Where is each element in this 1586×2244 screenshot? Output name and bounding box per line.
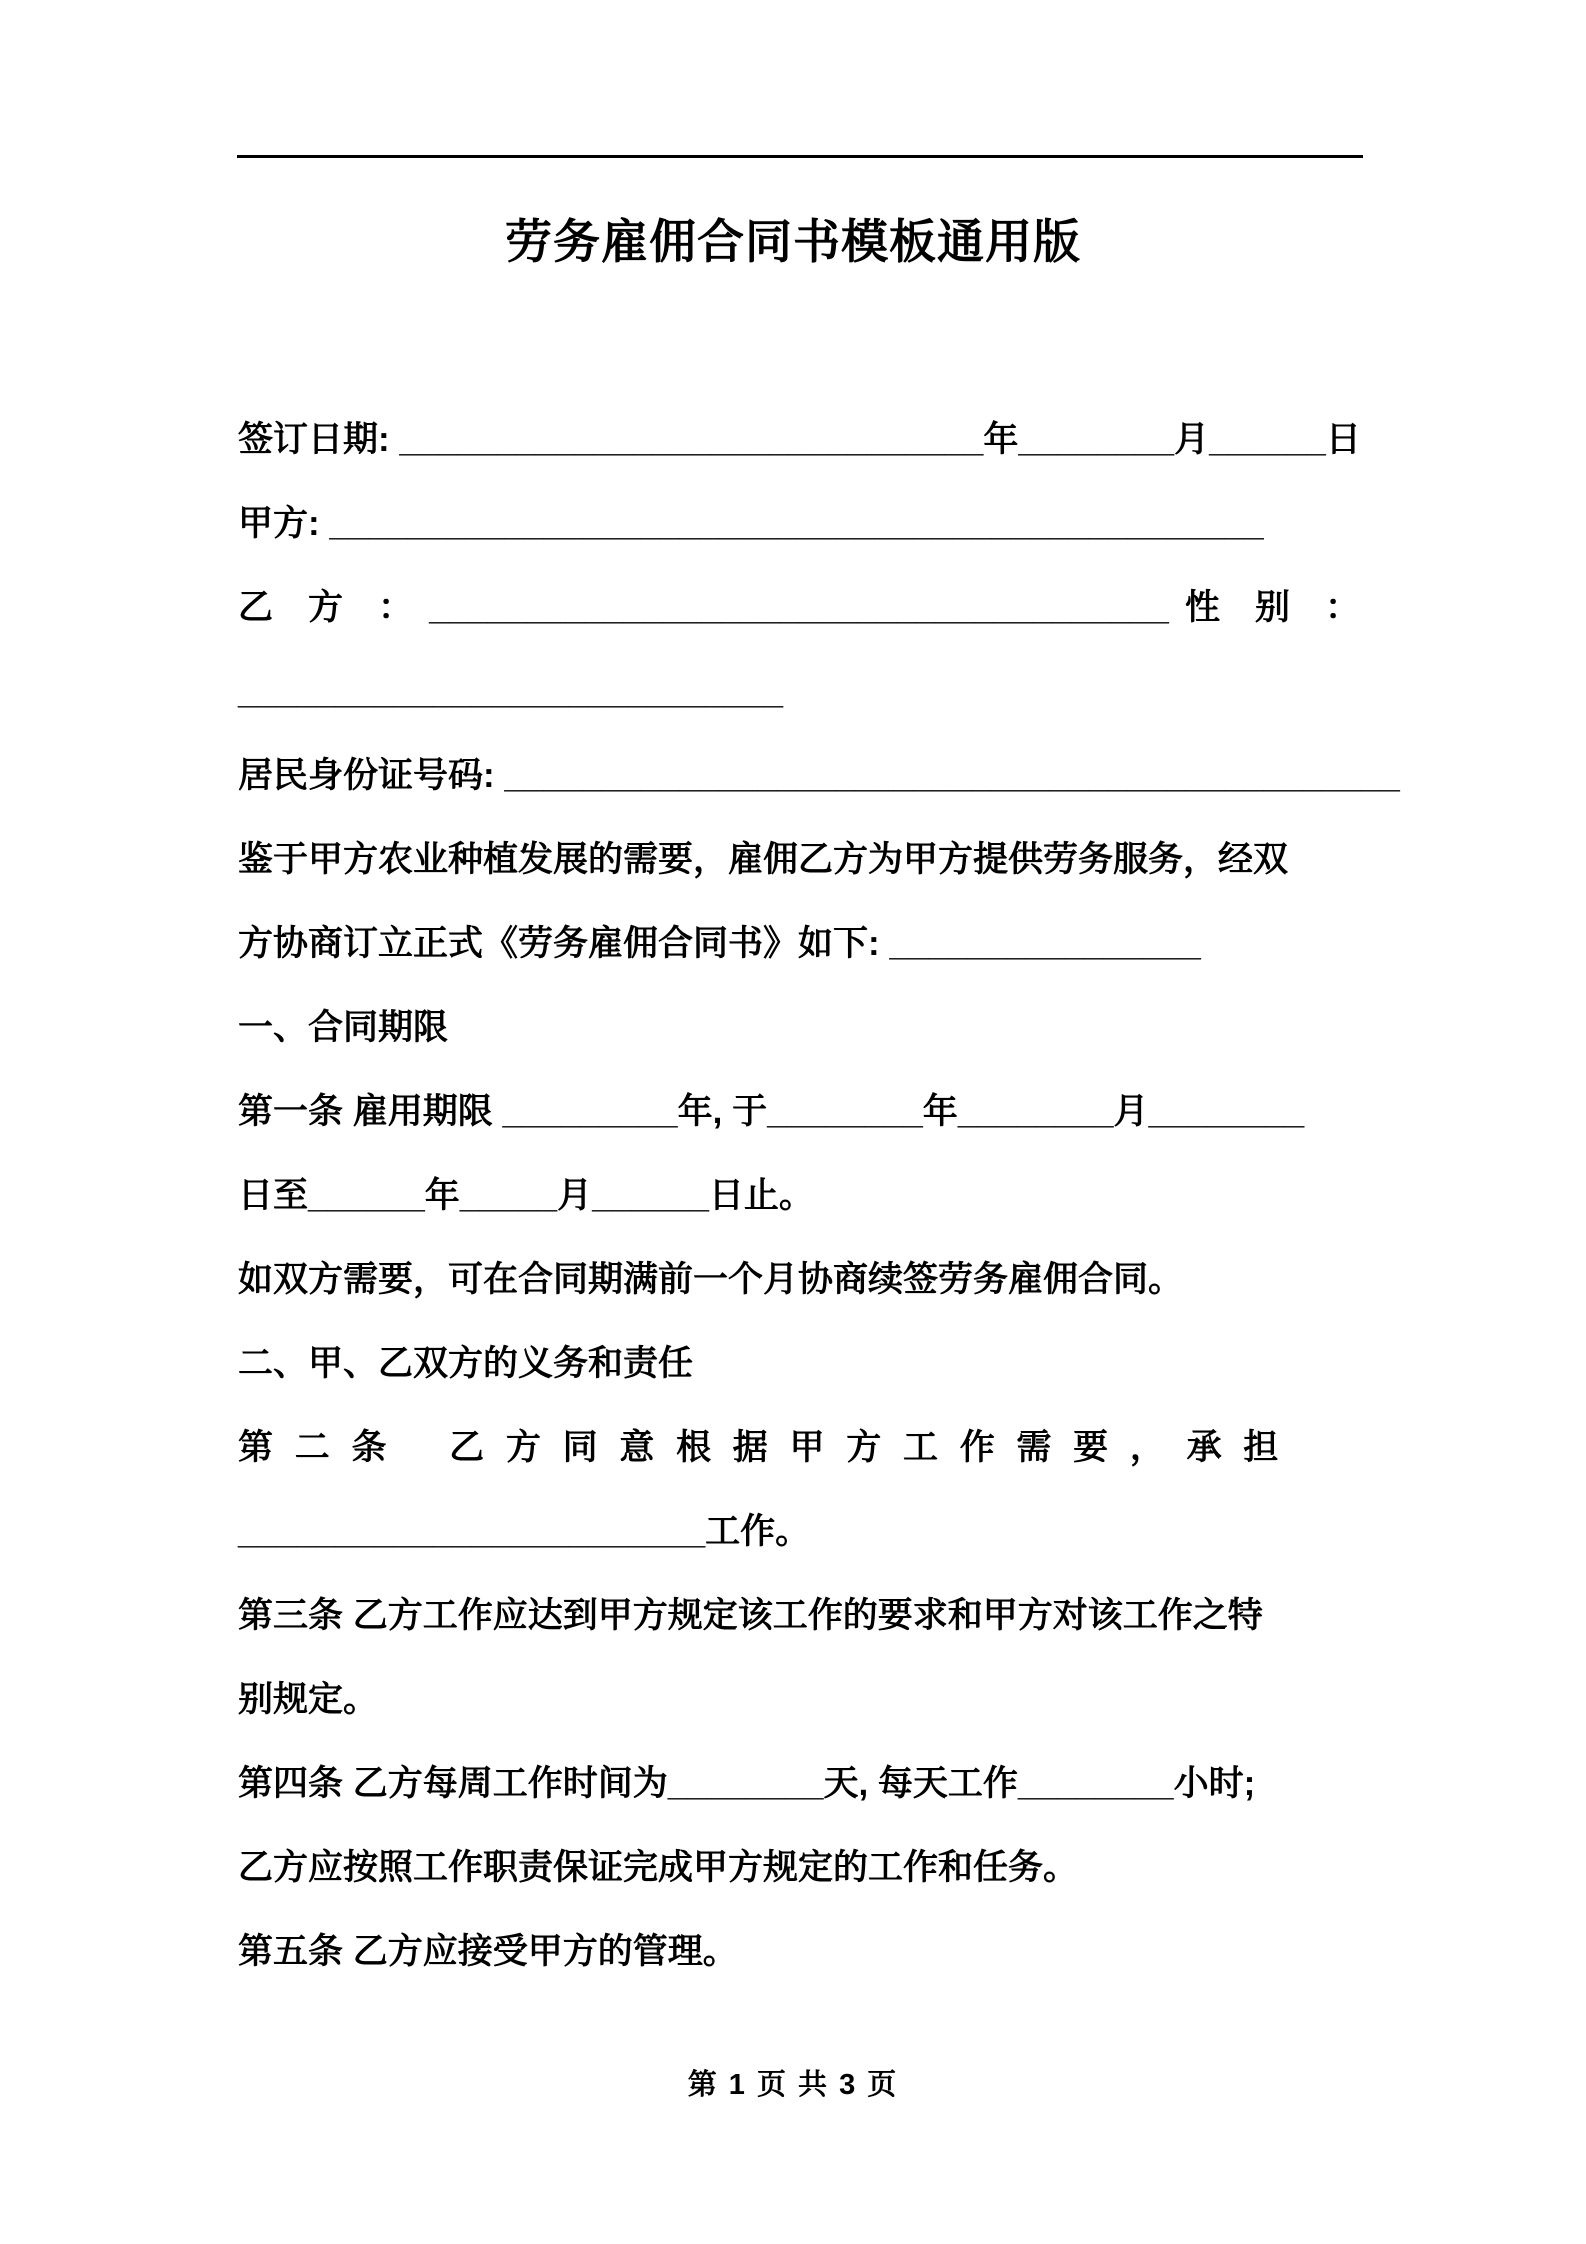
- gender-label: 性 别 ：: [1184, 588, 1360, 627]
- party-b-blank: ______________________________________: [429, 588, 1169, 627]
- line-article-2-continuation: ________________________工作。: [238, 1512, 811, 1551]
- sign-date-month-blank: 月______: [1174, 420, 1326, 459]
- line-article-2: 第 二 条 乙 方 同 意 根 据 甲 方 工 作 需 要 ， 承 担: [238, 1428, 1285, 1467]
- line-article-1-continuation: 日至______年_____月______日止。: [238, 1176, 814, 1215]
- heading-section-2: 二、甲、乙双方的义务和责任: [238, 1344, 694, 1383]
- header-rule: [237, 155, 1363, 158]
- line-blank-continuation: ____________________________: [238, 672, 784, 711]
- sign-date-day-label: 日: [1325, 420, 1361, 459]
- line-article-3-continuation: 别规定。: [238, 1680, 379, 1719]
- line-article-4-continuation: 乙方应按照工作职责保证完成甲方规定的工作和任务。: [238, 1848, 1079, 1887]
- line-party-a: 甲方: ________________________________________________: [238, 504, 1264, 543]
- sign-date-label-blank: 签订日期: ______________________________: [238, 420, 984, 459]
- sign-date-year-blank: 年________: [983, 420, 1175, 459]
- line-article-3: 第三条 乙方工作应达到甲方规定该工作的要求和甲方对该工作之特: [238, 1596, 1263, 1635]
- page-footer: 第 1 页 共 3 页: [687, 2069, 899, 2101]
- heading-section-1: 一、合同期限: [238, 1008, 449, 1047]
- line-id-number: 居民身份证号码: ______________________________________________: [238, 756, 1400, 795]
- party-b-label: 乙 方 ：: [238, 588, 414, 627]
- line-renewal-note: 如双方需要，可在合同期满前一个月协商续签劳务雇佣合同。: [238, 1260, 1184, 1299]
- line-article-4: 第四条 乙方每周工作时间为________天, 每天工作________小时;: [238, 1764, 1256, 1803]
- line-article-1: 第一条 雇用期限 _________年, 于________年________月________: [238, 1092, 1305, 1131]
- line-article-5: 第五条 乙方应接受甲方的管理。: [238, 1932, 738, 1971]
- document-body: [238, 398, 1400, 1994]
- line-party-b-gender: [238, 566, 1360, 650]
- line-whereas-part-1: 鉴于甲方农业种植发展的需要，雇佣乙方为甲方提供劳务服务，经双: [238, 840, 1289, 879]
- page-title: 劳务雇佣合同书模板通用版: [505, 215, 1081, 268]
- line-whereas-part-2: 方协商订立正式《劳务雇佣合同书》如下: ________________: [238, 924, 1201, 963]
- line-sign-date: [238, 398, 1360, 482]
